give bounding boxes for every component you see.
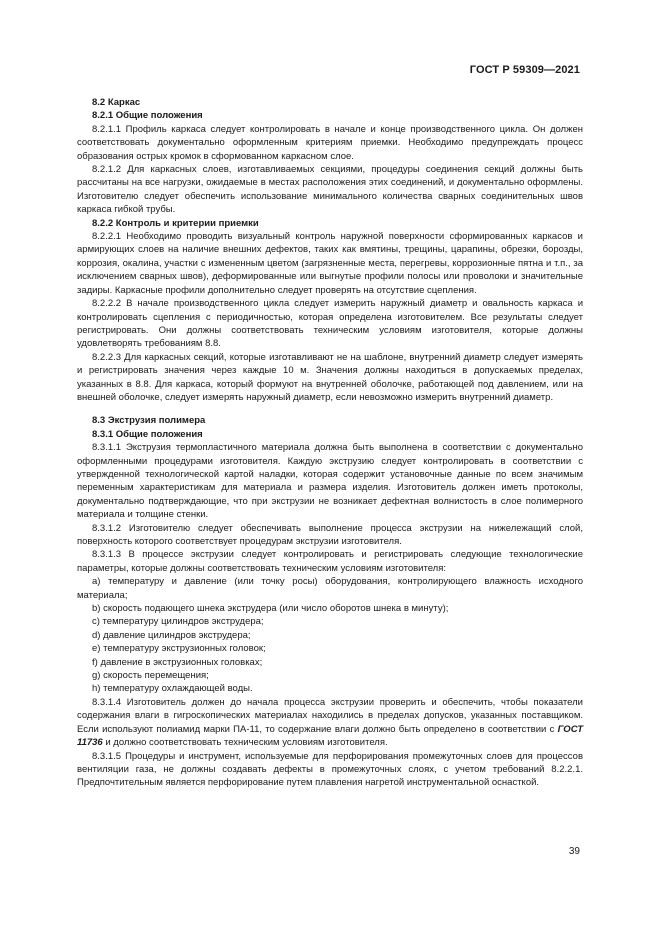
section-8-3-1-title: 8.3.1 Общие положения (92, 428, 203, 440)
paragraph-8-2-2-3: 8.2.2.3 Для каркасных секций, которые изготавливают не на шаблоне, внутренний диаметр следует измерять и регистрировать значения через каждые 10 м. Значения должны находиться в допускаемых пределах, указанных в 8.8. Для каркаса, который формуют на внутренней оболочке, работающей под давлением, или на внешней оболочке, следует измерять наружный диаметр, если невозможно измерить внутренний диаметр. (77, 351, 583, 403)
section-8-2-title: 8.2 Каркас (92, 97, 141, 108)
section-8-2-1-title: 8.2.1 Общие положения (92, 110, 203, 122)
paragraph-8-3-1-2: 8.3.1.2 Изготовителю следует обеспечивать выполнение процесса экструзии на нижележащий слой, поверхность которого соответствует процедурам экструзии изготовителя. (77, 522, 583, 547)
gost-reference-link: ГОСТ 11736 (77, 723, 583, 749)
list-item: f) давление в экструзионных головках; (92, 656, 263, 668)
paragraph-8-2-1-1: 8.2.1.1 Профиль каркаса следует контролировать в начале и конце производственного цикла. Он должен соответствовать документально оформленным критериям приемки. Необходимо предупреждать процесс образования острых кромок в сформованном каркасном слое. (77, 123, 583, 162)
paragraph-8-3-1-4-text-b: и должно соответствовать техническим условиям изготовителя. (102, 737, 388, 749)
list-item: b) скорость подающего шнека экструдера (или число оборотов шнека в минуту); (92, 603, 449, 615)
paragraph-8-2-2-2: 8.2.2.2 В начале производственного цикла следует измерить наружный диаметр и овальность каркаса и контролировать сцепления с периодичностью, которая определена изготовителем. Все результаты следует регистрировать. Они должны соответствовать техническим условиям изготовителя, которые должны удовлетворять требованиям 8.8. (77, 298, 583, 350)
paragraph-8-3-1-1: 8.3.1.1 Экструзия термопластичного материала должна быть выполнена в соответствии с документально оформленными процедурами изготовителя. Каждую экструзию следует контролировать в соответствии с утвержденной технологической картой наладки, которая содержит установочные данные по всем значимым переменным характеристикам для материала и размера изделия. Изготовитель должен иметь протоколы, документально подтверждающие, что при экструзии не возникает дефектная волнистость в слое полимерного материала и толщине стенки. (77, 442, 583, 521)
list-item: g) скорость перемещения; (92, 670, 209, 682)
paragraph-8-2-1-2: 8.2.1.2 Для каркасных слоев, изготавливаемых секциями, процедуры соединения секций должны быть рассчитаны на все нагрузки, ожидаемые в местах расположения этих соединений, и документально оформлены. Изготовителю следует обеспечить использование минимального количества сварных соединительных швов каркаса гибкой трубы. (77, 164, 583, 216)
list-item: а) температуру и давление (или точку росы) оборудования, контролирующего влажность исходного материала; (77, 576, 583, 601)
list-item: h) температуру охлаждающей воды. (92, 683, 253, 695)
paragraph-8-2-2-1: 8.2.2.1 Необходимо проводить визуальный контроль наружной поверхности сформированных каркасов и армирующих слоев на наличие внешних дефектов, таких как вмятины, трещины, царапины, обрезки, борозды, коррозия, окалина, участки с измененным цветом (загрязненные места, перегревы, коррозионные пятна и т.п., за исключением сварных швов), деформированные или выгнутые профили полосы или проволоки и значительные задиры. Каркасные профили дополнительно следует проверять на отсутствие сцепления. (77, 231, 583, 296)
paragraph-8-3-1-4-text-a: 8.3.1.4 Изготовитель должен до начала процесса экструзии проверить и обеспечить, чтобы показатели содержания влаги в гигроскопических материалах находились в пределах допусков, указанных поставщиком. Если используют полиамид марки ПА-11, то содержание влаги должно быть определено в соответствии с (77, 696, 583, 735)
list-item: d) давление цилиндров экструдера; (92, 629, 251, 641)
section-8-3-title: 8.3 Экструзия полимера (92, 415, 206, 427)
page-number: 39 (568, 846, 580, 857)
list-item: c) температуру цилиндров экструдера; (92, 616, 264, 628)
list-item: e) температуру экструзионных головок; (92, 643, 266, 655)
paragraph-8-3-1-3: 8.3.1.3 В процессе экструзии следует контролировать и регистрировать следующие технологические параметры, которые должны соответствовать техническим условиям изготовителя: (77, 549, 583, 574)
section-8-2-2-title: 8.2.2 Контроль и критерии приемки (92, 217, 259, 229)
standard-header: ГОСТ Р 59309—2021 (469, 64, 580, 76)
paragraph-8-3-1-5: 8.3.1.5 Процедуры и инструмент, используемые для перфорирования промежуточных слоев для процессов вентиляции газа, не должны создавать дефекты в промежуточных слоях, с учетом требований 8.2.2.1. Предпочтительным является перфорирование путем плавления нагретой инструментальной оснасткой. (77, 750, 583, 789)
paragraph-8-3-1-4 (77, 696, 583, 750)
page-content (77, 96, 583, 790)
